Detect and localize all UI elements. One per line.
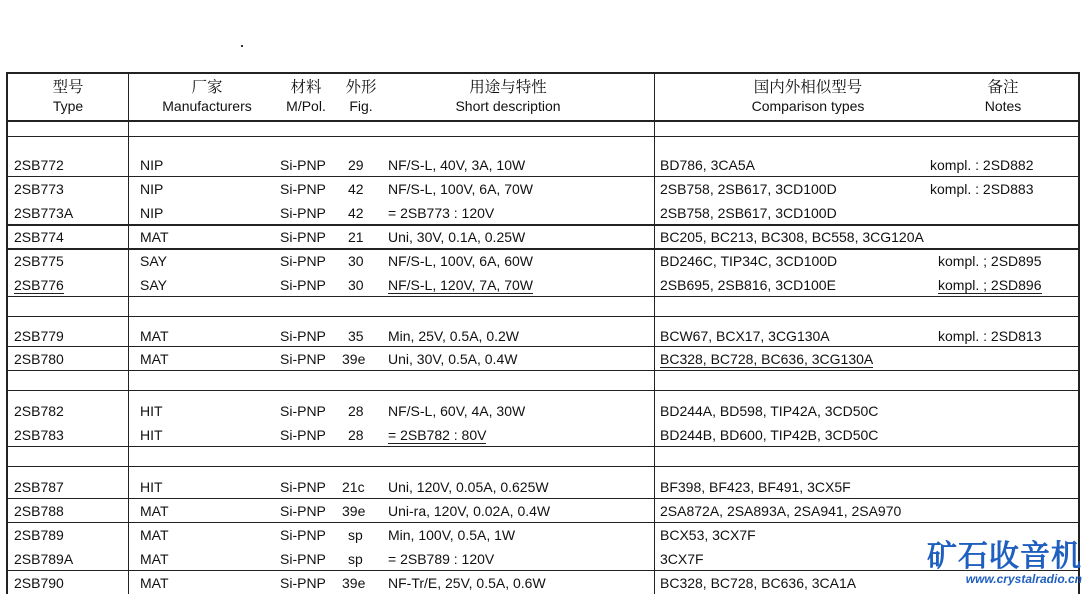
cell-comparison: BC328, BC728, BC636, 3CA1A xyxy=(660,575,857,591)
cell-description: Uni, 30V, 0.5A, 0.4W xyxy=(388,351,518,367)
table-row xyxy=(8,202,1078,224)
cell-manufacturer: MAT xyxy=(140,229,169,245)
header-description-cn: 用途与特性 xyxy=(469,78,547,96)
cell-manufacturer: HIT xyxy=(140,403,163,419)
table-row xyxy=(8,476,1078,498)
cell-type: 2SB774 xyxy=(14,229,64,245)
group-rule xyxy=(8,316,1078,317)
row-rule xyxy=(8,446,1078,447)
cell-type: 2SB790 xyxy=(14,575,64,591)
cell-figure: sp xyxy=(348,551,363,567)
row-rule xyxy=(8,296,1078,297)
cell-figure: 21 xyxy=(348,229,364,245)
cell-manufacturer: SAY xyxy=(140,253,167,269)
header-figure-en: Fig. xyxy=(349,98,373,114)
cell-manufacturer: MAT xyxy=(140,575,169,591)
cell-description: NF/S-L, 60V, 4A, 30W xyxy=(388,403,526,419)
cell-comparison: BC328, BC728, BC636, 3CG130A xyxy=(660,351,874,367)
cell-figure: 21c xyxy=(342,479,365,495)
cell-description: NF/S-L, 120V, 7A, 70W xyxy=(388,277,533,293)
cell-figure: 42 xyxy=(348,181,364,197)
cell-description: = 2SB773 : 120V xyxy=(388,205,495,221)
cell-manufacturer: MAT xyxy=(140,551,169,567)
table-row xyxy=(8,400,1078,422)
cell-description: Uni, 120V, 0.05A, 0.625W xyxy=(388,479,549,495)
cell-figure: 35 xyxy=(348,328,364,344)
cell-material: Si-PNP xyxy=(280,403,326,419)
watermark-url: www.crystalradio.cn xyxy=(965,572,1082,586)
cell-manufacturer: MAT xyxy=(140,503,169,519)
cell-comparison: 2SB695, 2SB816, 3CD100E xyxy=(660,277,836,293)
cell-comparison: BD244A, BD598, TIP42A, 3CD50C xyxy=(660,403,879,419)
row-rule xyxy=(8,370,1078,371)
table-row xyxy=(8,524,1078,546)
table-row xyxy=(8,178,1078,200)
header-rule xyxy=(8,120,1078,122)
cell-type: 2SB787 xyxy=(14,479,64,495)
table-row xyxy=(8,548,1078,570)
cell-notes: kompl. : 2SD813 xyxy=(938,328,1042,344)
cell-type: 2SB773A xyxy=(14,205,74,221)
cell-material: Si-PNP xyxy=(280,253,326,269)
table-row xyxy=(8,325,1078,347)
table-row xyxy=(8,500,1078,522)
table-row xyxy=(8,154,1078,176)
table-row xyxy=(8,572,1078,594)
cell-comparison: BCX53, 3CX7F xyxy=(660,527,756,543)
cell-description: Min, 25V, 0.5A, 0.2W xyxy=(388,328,519,344)
cell-material: Si-PNP xyxy=(280,351,326,367)
cell-manufacturer: NIP xyxy=(140,205,164,221)
cell-comparison: 2SB758, 2SB617, 3CD100D xyxy=(660,181,837,197)
cell-description: NF-Tr/E, 25V, 0.5A, 0.6W xyxy=(388,575,546,591)
cell-comparison: 3CX7F xyxy=(660,551,704,567)
header-type-cn: 型号 xyxy=(52,78,84,96)
header-comparison-en: Comparison types xyxy=(751,98,865,114)
cell-material: Si-PNP xyxy=(280,277,326,293)
cell-type: 2SB783 xyxy=(14,427,64,443)
cell-manufacturer: HIT xyxy=(140,427,163,443)
cell-manufacturer: NIP xyxy=(140,181,164,197)
header-notes-en: Notes xyxy=(984,98,1022,114)
cell-type: 2SB776 xyxy=(14,277,64,293)
row-rule xyxy=(8,570,1078,571)
cell-figure: 42 xyxy=(348,205,364,221)
cell-type: 2SB779 xyxy=(14,328,64,344)
cell-description: = 2SB782 : 80V xyxy=(388,427,487,443)
header-type-en: Type xyxy=(52,98,84,114)
cell-comparison: BD246C, TIP34C, 3CD100D xyxy=(660,253,838,269)
datasheet-table xyxy=(6,72,1080,594)
cell-figure: sp xyxy=(348,527,363,543)
stray-dot xyxy=(241,45,243,47)
cell-manufacturer: HIT xyxy=(140,479,163,495)
row-rule xyxy=(8,522,1078,523)
header-manufacturer-en: Manufacturers xyxy=(162,98,252,114)
group-rule xyxy=(8,136,1078,137)
header-notes-cn: 备注 xyxy=(987,78,1019,96)
cell-comparison: BD786, 3CA5A xyxy=(660,157,755,173)
cell-comparison: BC205, BC213, BC308, BC558, 3CG120A xyxy=(660,229,924,245)
cell-figure: 39e xyxy=(342,351,366,367)
cell-notes: kompl. : 2SD883 xyxy=(930,181,1034,197)
group-rule xyxy=(8,466,1078,467)
cell-type: 2SB773 xyxy=(14,181,64,197)
header-manufacturer-cn: 厂家 xyxy=(191,78,223,96)
cell-comparison: BCW67, BCX17, 3CG130A xyxy=(660,328,830,344)
table-row xyxy=(8,348,1078,370)
cell-type: 2SB780 xyxy=(14,351,64,367)
cell-description: Uni, 30V, 0.1A, 0.25W xyxy=(388,229,526,245)
cell-type: 2SB772 xyxy=(14,157,64,173)
header-material-cn: 材料 xyxy=(290,78,322,96)
cell-material: Si-PNP xyxy=(280,479,326,495)
cell-figure: 29 xyxy=(348,157,364,173)
cell-manufacturer: MAT xyxy=(140,527,169,543)
cell-manufacturer: SAY xyxy=(140,277,167,293)
cell-material: Si-PNP xyxy=(280,427,326,443)
cell-material: Si-PNP xyxy=(280,551,326,567)
header-figure-cn: 外形 xyxy=(345,78,377,96)
cell-manufacturer: MAT xyxy=(140,351,169,367)
cell-notes: kompl. ; 2SD895 xyxy=(938,253,1042,269)
table-row xyxy=(8,250,1078,272)
header-comparison-cn: 国内外相似型号 xyxy=(753,78,863,96)
cell-type: 2SB775 xyxy=(14,253,64,269)
cell-comparison: BD244B, BD600, TIP42B, 3CD50C xyxy=(660,427,879,443)
cell-description: Uni-ra, 120V, 0.02A, 0.4W xyxy=(388,503,551,519)
cell-material: Si-PNP xyxy=(280,205,326,221)
table-row xyxy=(8,226,1078,248)
cell-description: Min, 100V, 0.5A, 1W xyxy=(388,527,516,543)
cell-description: NF/S-L, 40V, 3A, 10W xyxy=(388,157,526,173)
cell-description: NF/S-L, 100V, 6A, 60W xyxy=(388,253,533,269)
site-watermark xyxy=(927,541,1082,586)
cell-figure: 28 xyxy=(348,403,364,419)
cell-type: 2SB789A xyxy=(14,551,74,567)
cell-manufacturer: NIP xyxy=(140,157,164,173)
header-description-en: Short description xyxy=(455,98,561,114)
group-rule xyxy=(8,390,1078,391)
cell-type: 2SB782 xyxy=(14,403,64,419)
cell-type: 2SB788 xyxy=(14,503,64,519)
cell-comparison: 2SA872A, 2SA893A, 2SA941, 2SA970 xyxy=(660,503,902,519)
cell-manufacturer: MAT xyxy=(140,328,169,344)
table-row xyxy=(8,274,1078,296)
row-rule xyxy=(8,498,1078,499)
cell-figure: 39e xyxy=(342,575,366,591)
table-row xyxy=(8,424,1078,446)
header-material-en: M/Pol. xyxy=(286,98,326,114)
row-rule xyxy=(8,346,1078,347)
watermark-title: 矿石收音机 xyxy=(927,539,1082,574)
cell-material: Si-PNP xyxy=(280,527,326,543)
row-rule xyxy=(8,176,1078,177)
cell-notes: kompl. : 2SD882 xyxy=(930,157,1034,173)
cell-material: Si-PNP xyxy=(280,181,326,197)
cell-description: = 2SB789 : 120V xyxy=(388,551,495,567)
cell-figure: 39e xyxy=(342,503,366,519)
cell-notes: kompl. ; 2SD896 xyxy=(938,277,1042,293)
cell-type: 2SB789 xyxy=(14,527,64,543)
cell-material: Si-PNP xyxy=(280,229,326,245)
cell-description: NF/S-L, 100V, 6A, 70W xyxy=(388,181,533,197)
cell-figure: 28 xyxy=(348,427,364,443)
cell-comparison: 2SB758, 2SB617, 3CD100D xyxy=(660,205,837,221)
cell-figure: 30 xyxy=(348,253,364,269)
cell-material: Si-PNP xyxy=(280,157,326,173)
cell-material: Si-PNP xyxy=(280,503,326,519)
cell-figure: 30 xyxy=(348,277,364,293)
cell-material: Si-PNP xyxy=(280,328,326,344)
cell-comparison: BF398, BF423, BF491, 3CX5F xyxy=(660,479,851,495)
cell-material: Si-PNP xyxy=(280,575,326,591)
